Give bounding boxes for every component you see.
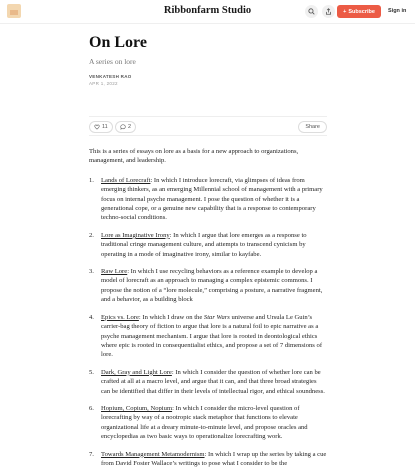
intro-paragraph: This is a series of essays on lore as a basis for a new approach to organizations, management, and leadership. — [89, 148, 299, 165]
list-item — [89, 368, 327, 396]
comment-button[interactable] — [115, 121, 136, 133]
subscribe-button[interactable] — [337, 5, 381, 18]
post-date: APR 1, 2022 — [89, 81, 118, 86]
sign-in-link[interactable]: Sign in — [388, 8, 407, 14]
essay-description: universe and Ursula Le Guin’s carrier-bag theory of fiction to argue that lore is a natural foil to epic narrative as a psyche management mechanism. I argue that lore is rooted in deontological ethics where epic is rooted in consequentialist ethics, and propose a set of 7 dimensions of lore. — [101, 313, 323, 359]
like-count: 11 — [102, 124, 108, 130]
essay-description: : In which I wrap up the series by taking a cue from David Foster Wallace’s writings to pose what I consider to be the — [101, 450, 327, 467]
share-icon — [325, 8, 332, 15]
subscribe-label: Subscribe — [348, 8, 375, 15]
essay-description-pre: : In which I draw on the — [138, 313, 204, 321]
item-number: 6. — [89, 404, 94, 412]
item-number: 7. — [89, 450, 94, 458]
essay-list — [89, 176, 327, 469]
film-title: Star Wars — [203, 313, 230, 321]
list-item — [89, 176, 327, 223]
post-subtitle: A series on lore — [89, 57, 136, 66]
item-number: 4. — [89, 313, 94, 321]
share-header-button[interactable] — [322, 5, 335, 18]
comment-count: 2 — [128, 124, 132, 130]
comment-icon — [120, 124, 126, 130]
post-title: On Lore — [89, 34, 147, 51]
publication-name[interactable]: Ribbonfarm Studio — [163, 5, 252, 16]
list-item — [89, 231, 327, 259]
search-button[interactable] — [305, 5, 318, 18]
list-item — [89, 404, 327, 442]
item-number: 1. — [89, 176, 94, 184]
essay-link[interactable]: Hopium, Copium, Nopium — [101, 404, 173, 412]
essay-description: : In which I consider the question of whether lore can be crafted at all at a macro level, and argue that it can, and that three broad strategies can be identified that differ in their levels of intellectual rigor, and ethical soundness. — [101, 368, 325, 395]
item-number: 3. — [89, 268, 94, 276]
post-body — [89, 147, 327, 476]
essay-link[interactable]: Towards Management Metamodernism — [101, 450, 205, 458]
like-button[interactable] — [89, 121, 113, 133]
essay-description: : In which I consider the micro-level question of lorecrafting by way of a nootropic stack metaphor that functions to elevate organizational life at a dreary minute-to-minute level, and propose oracles and encyclopedias as two basic ways to operationalize lorecrafting work. — [101, 404, 308, 441]
post-actions — [89, 116, 327, 136]
essay-link[interactable]: Lore as Imaginative Irony — [101, 231, 170, 239]
essay-description: : In which I use recycling behaviors as a reference example to develop a model of lorecraft as an approach to managing a complex epistemic commons. I propose the notion of a “lore molecule,” comprising a posture, a narrative fragment, and a behavior, as a building block — [101, 268, 323, 304]
essay-link[interactable]: Epics vs. Lore — [101, 313, 139, 321]
share-button[interactable]: Share — [298, 121, 327, 133]
plus-icon: + — [343, 8, 347, 15]
essay-link[interactable]: Raw Lore — [101, 268, 128, 276]
essay-description: : In which I argue that lore emerges as a response to traditional cringe management culture, and attempts to transcend cynicism by operating in a mode of imaginative irony, similar to kayfabe. — [101, 231, 307, 258]
item-number: 2. — [89, 231, 94, 239]
essay-link[interactable]: Lands of Lorecraft — [101, 176, 151, 184]
top-bar — [0, 0, 415, 24]
search-icon — [308, 8, 315, 15]
list-item — [89, 267, 327, 305]
list-item — [89, 313, 327, 360]
heart-icon — [94, 124, 100, 130]
item-number: 5. — [89, 368, 94, 376]
list-item — [89, 450, 327, 469]
essay-link[interactable]: Dark, Gray and Light Lore — [101, 368, 172, 376]
post-author[interactable]: VENKATESH RAO — [89, 74, 132, 79]
article — [89, 34, 327, 467]
essay-description: : In which I introduce lorecraft, via glimpses of ideas from emerging thinkers, as an emerging Millennial school of management with a primary focus on internal psyche management. I pose the question of whether it is a generational cope, or a genuine new capability that is a response to contemporary techno-social conditions. — [101, 176, 323, 222]
